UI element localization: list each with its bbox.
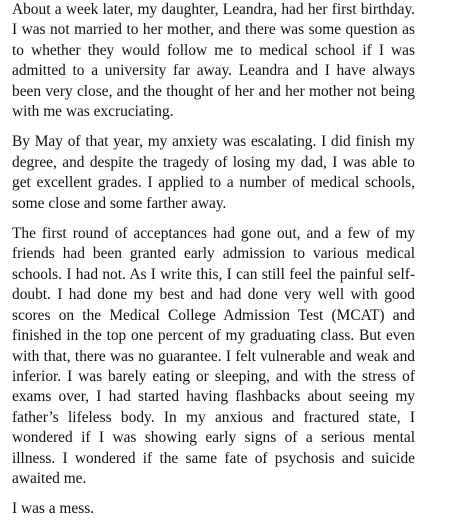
paragraph-anxiety-escalating: By May of that year, my anxiety was escalating. I did finish my degree, and despite the tragedy of losing my dad, I was able to get excellent grades. I applied to a number of medical schools, some close and some farther away. <box>12 133 415 212</box>
document-page <box>12 0 415 520</box>
paragraph-daughter-birthday: About a week later, my daughter, Leandra, had her first birthday. I was not married to her mother, and there was some question as to whether they would follow me to medical school if I was admitted to a university far away. Leandra and I have always been very close, and the thought of her and her mother not being with me was excruciating. <box>12 1 415 121</box>
paragraph-i-was-a-mess: I was a mess. <box>12 500 95 518</box>
paragraph-acceptances: The first round of acceptances had gone out, and a few of my friends had been granted early admission to various medical schools. I had not. As I write this, I can still feel the painful self-doubt. I had done my best and had done very well with good scores on the Medical College Admission Test (MCAT) and finished in the top one percent of my graduating class. But even with that, there was no guarantee. I felt vulnerable and weak and inferior. I was barely eating or sleeping, and with the stress of exams over, I had started having flashbacks about seeing my father’s lifeless body. In my anxious and fractured state, I wondered if I was showing early signs of a serious mental illness. I wondered if the same fate of psychosis and suicide awaited me. <box>12 225 415 487</box>
